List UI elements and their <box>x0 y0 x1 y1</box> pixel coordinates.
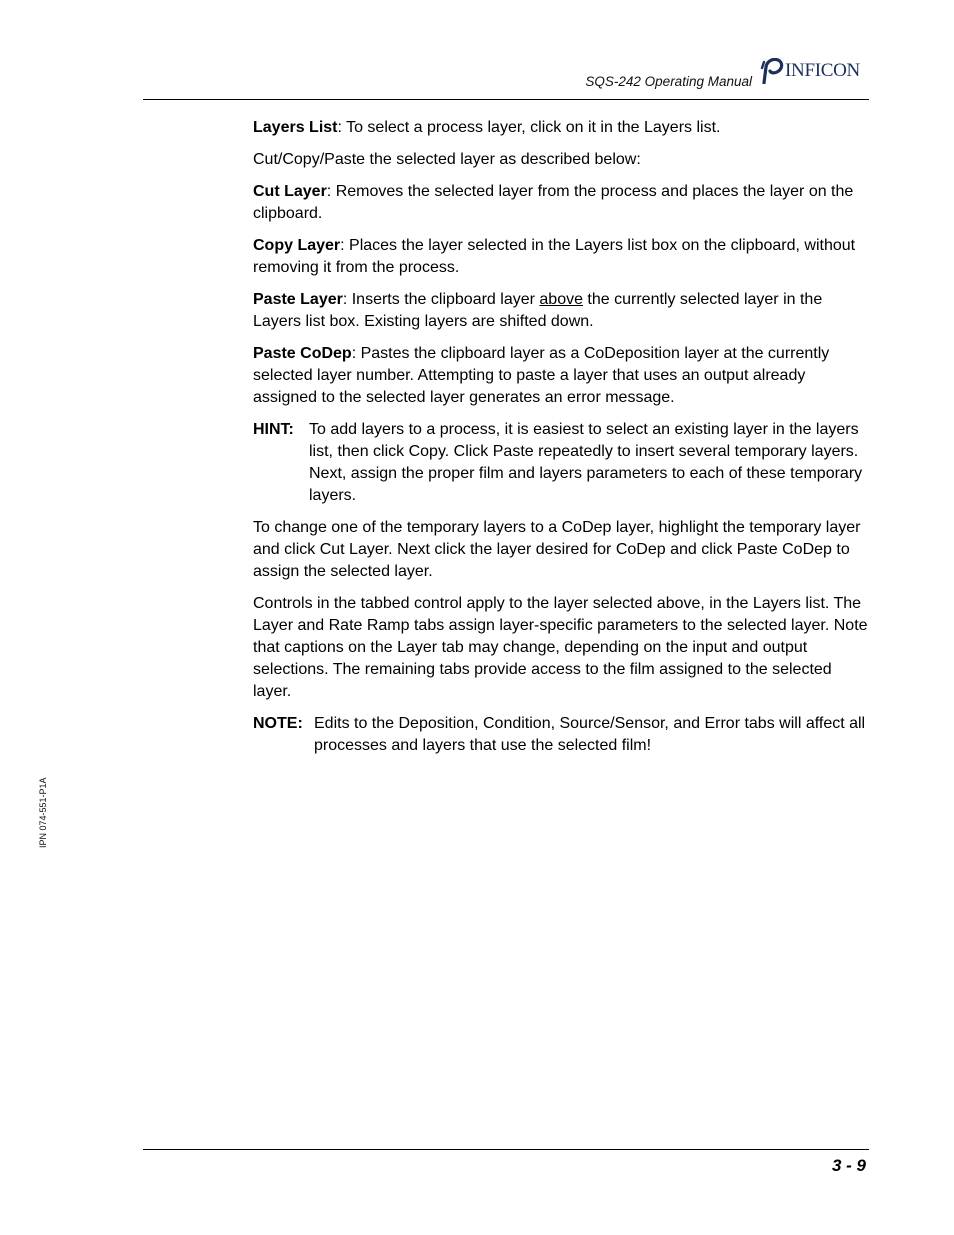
paste-layer-emphasis: above <box>539 291 583 308</box>
term-paste-codep: Paste CoDep <box>253 345 352 362</box>
footer-divider <box>143 1149 869 1150</box>
term-paste-layer: Paste Layer <box>253 291 343 308</box>
note-callout <box>253 713 871 757</box>
copy-layer-paragraph <box>253 235 871 279</box>
inficon-logo <box>760 58 860 84</box>
note-text: Edits to the Deposition, Condition, Source/Sensor, and Error tabs will affect all processes and layers that use the selected film! <box>314 715 866 754</box>
cut-layer-paragraph <box>253 181 871 225</box>
layers-list-text: : To select a process layer, click on it in the Layers list. <box>337 119 721 136</box>
document-part-number: IPN 074-551-P1A <box>38 777 48 848</box>
page-body <box>253 117 871 767</box>
hint-text: To add layers to a process, it is easiest to select an existing layer in the layers list, then click Copy. Click Paste repeatedly to insert several temporary layers. Next, assign the proper film and layers parameters to each of these temporary layers. <box>309 421 863 504</box>
term-copy-layer: Copy Layer <box>253 237 341 254</box>
paste-layer-text-after: the currently selected layer in the Layers list box. Existing layers are shifted down. <box>253 291 823 330</box>
inficon-logo-mark-icon <box>760 58 784 84</box>
note-label: NOTE: <box>253 715 303 732</box>
term-layers-list: Layers List <box>253 119 338 136</box>
term-cut-layer: Cut Layer <box>253 183 327 200</box>
header-divider <box>143 99 869 100</box>
hint-label: HINT: <box>253 421 294 438</box>
paste-codep-text: : Pastes the clipboard layer as a CoDeposition layer at the currently selected layer number. Attempting to paste a layer that uses an output already assigned to the selected layer generates an error message. <box>253 345 830 406</box>
codep-paragraph: To change one of the temporary layers to a CoDep layer, highlight the temporary layer and click Cut Layer. Next click the layer desired for CoDep and click Paste CoDep to assign the selected layer. <box>253 519 861 580</box>
paste-layer-text-before: : Inserts the clipboard layer <box>342 291 540 308</box>
layers-list-paragraph <box>253 117 871 139</box>
page-number: 3 - 9 <box>831 1156 866 1175</box>
manual-title: SQS-242 Operating Manual <box>585 74 752 89</box>
paste-codep-paragraph <box>253 343 871 409</box>
logo-wordmark: INFICON <box>785 60 860 81</box>
intro-paragraph: Cut/Copy/Paste the selected layer as described below: <box>253 151 641 168</box>
copy-layer-text: : Places the layer selected in the Layers list box on the clipboard, without removing it from the process. <box>253 237 856 276</box>
paste-layer-paragraph <box>253 289 871 333</box>
controls-paragraph: Controls in the tabbed control apply to the layer selected above, in the Layers list. The Layer and Rate Ramp tabs assign layer-specific parameters to the selected layer. Note that captions on the Layer tab may change, depending on the input and output selections. The remaining tabs provide access to the film assigned to the selected layer. <box>253 595 868 700</box>
hint-callout <box>253 419 871 507</box>
cut-layer-text: : Removes the selected layer from the process and places the layer on the clipboard. <box>253 183 854 222</box>
